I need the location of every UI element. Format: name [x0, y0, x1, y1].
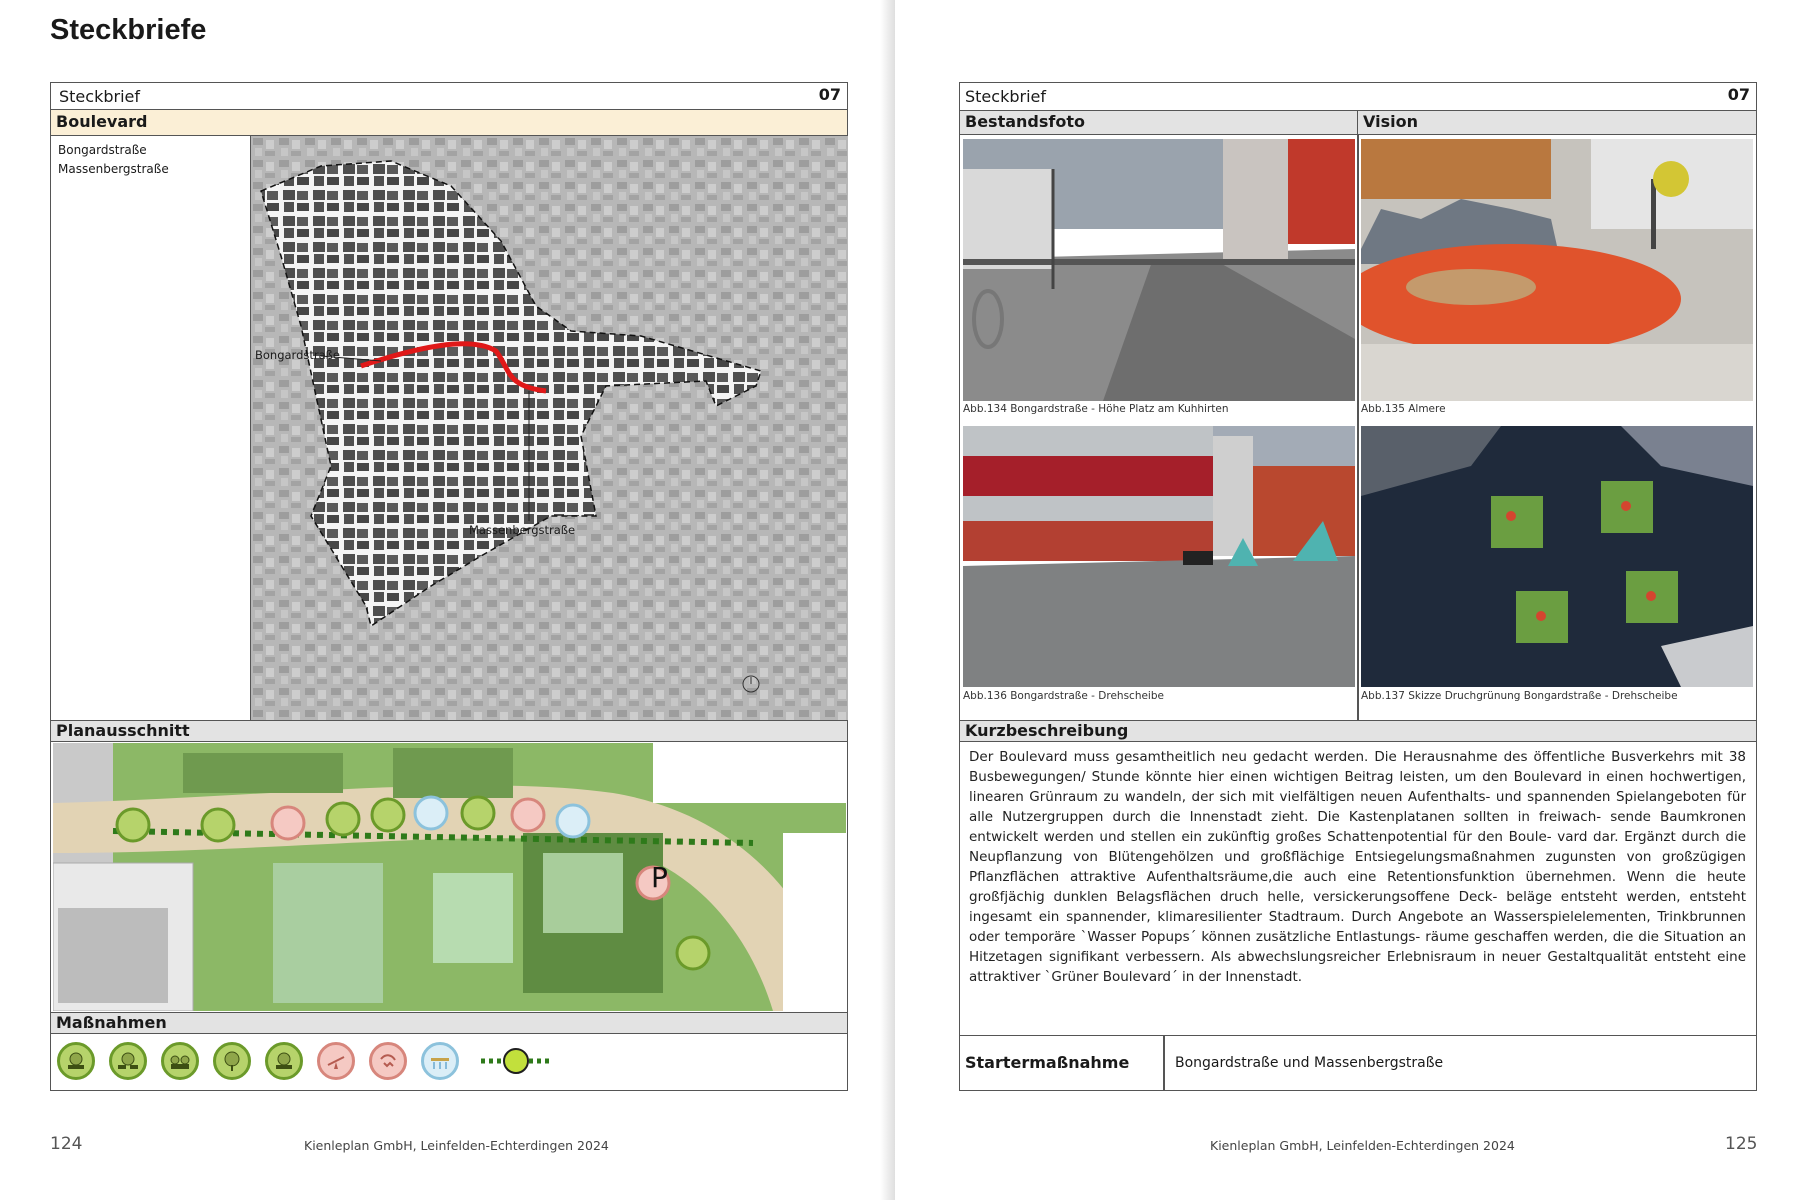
plan-excerpt-graphic	[53, 743, 846, 1011]
map-label-massenbergstrasse: Massenbergstraße	[469, 523, 576, 537]
seesaw-icon	[317, 1042, 355, 1080]
caption-photo-134: Abb.134 Bongardstraße - Höhe Platz am Kuhhirten	[963, 403, 1229, 415]
measures-heading: Maßnahmen	[51, 1012, 847, 1034]
street-list	[58, 143, 169, 176]
caption-photo-135: Abb.135 Almere	[1361, 403, 1446, 415]
column-heading-bestandsfoto: Bestandsfoto	[960, 110, 1358, 135]
overview-map	[250, 136, 848, 720]
starter-value: Bongardstraße und Massenbergstraße	[1175, 1055, 1444, 1071]
right-page	[895, 0, 1800, 1200]
steckbrief-label: Steckbrief	[59, 87, 140, 106]
steckbrief-label: Steckbrief	[965, 87, 1046, 106]
footer-left: Kienleplan GmbH, Leinfelden-Echterdingen 2024	[304, 1138, 609, 1153]
steckbrief-number: 07	[1727, 85, 1750, 104]
tree-icon	[213, 1042, 251, 1080]
overview-map-graphic	[251, 136, 848, 720]
street-list-item: Massenbergstraße	[58, 162, 169, 176]
tree-bench-icon	[265, 1042, 303, 1080]
tree-bench-icon	[57, 1042, 95, 1080]
photo-almere	[1361, 139, 1753, 401]
starter-label: Startermaßnahme	[965, 1053, 1130, 1072]
steckbrief-card-right	[959, 82, 1757, 1091]
steckbrief-card-left	[50, 82, 848, 1091]
page-number-left: 124	[50, 1134, 83, 1154]
photo-bongardstrasse-drehscheibe	[963, 426, 1355, 687]
page-number-right: 125	[1725, 1134, 1758, 1154]
planter-icon	[161, 1042, 199, 1080]
description-text: Der Boulevard muss gesamtheitlich neu gedacht werden. Die Herausnahme des öffentliche Busverkehrs mit 38 Busbewegungen/ Stunde könnte hier einen wichtigen Beitrag leisten, um den Boulevard in einen hochwertigen, linearen Grünraum zu wandeln, der sich mit vielfältigen neuen Aufenthalts- und spannenden Spielangeboten für alle Nutzergruppen durch die Innenstadt zieht. Die Kastenplatanen sollten in freiwach- sende Baumkronen entwickelt werden und stellen ein zukünftig großes Schattenpotential für den Boule- vard dar. Ergänzt durch die Neupflanzung von Blütengehölzen und großflächige Entsiegelungsmaßnahmen zugunsten von großzügigen Pflanzflächen attraktive Aufenthaltsräume,die auch eine Retentionsfunktion übernehmen. Wenn die heute großfjächig dunklen Belagsflächen druch helle, versickerungsoffene Deck- beläge entsteht werden, entsteht ingesamt ein spannender, klimaresilienter Stadtraum. Durch Angebote an Wasserspielelementen, Trinkbrunnen oder temporäre `Wasser Popups´ können zusätzliche Entlastungs- räume geschaffen werden, die die Situation an Hitzetagen signifikant verbessern. Als abwechslungsreicher Erlebnisraum in neuer Gestaltqualität entsteht eine attraktiver `Grüner Boulevard´ in der Innenstadt.	[969, 749, 1746, 985]
water-popup-icon	[421, 1042, 459, 1080]
caption-photo-137: Abb.137 Skizze Druchgrünung Bongardstraße - Drehscheibe	[1361, 690, 1678, 702]
column-heading-vision: Vision	[1358, 110, 1756, 135]
spring-rider-icon	[369, 1042, 407, 1080]
measures-icon-row	[51, 1036, 847, 1088]
steckbrief-number: 07	[818, 85, 841, 104]
plan-heading: Planausschnitt	[51, 720, 847, 742]
card-title: Boulevard	[51, 109, 847, 136]
photo-bongardstrasse-kuhhirten	[963, 139, 1355, 401]
street-list-item: Bongardstraße	[58, 143, 147, 157]
caption-photo-136: Abb.136 Bongardstraße - Drehscheibe	[963, 690, 1164, 702]
footer-right: Kienleplan GmbH, Leinfelden-Echterdingen 2024	[1210, 1138, 1515, 1153]
tree-seating-icon	[109, 1042, 147, 1080]
map-label-bongardstrasse: Bongardstraße	[255, 348, 340, 362]
left-page	[0, 0, 893, 1200]
starter-divider	[1163, 1036, 1165, 1091]
column-divider	[1357, 135, 1359, 721]
section-title: Steckbriefe	[50, 14, 207, 46]
starter-row	[960, 1035, 1756, 1091]
green-axis-icon	[481, 1046, 551, 1076]
parking-marker: P	[651, 861, 668, 894]
description-heading: Kurzbeschreibung	[960, 720, 1756, 742]
photo-sketch-greening	[1361, 426, 1753, 687]
plan-excerpt	[53, 743, 846, 1011]
